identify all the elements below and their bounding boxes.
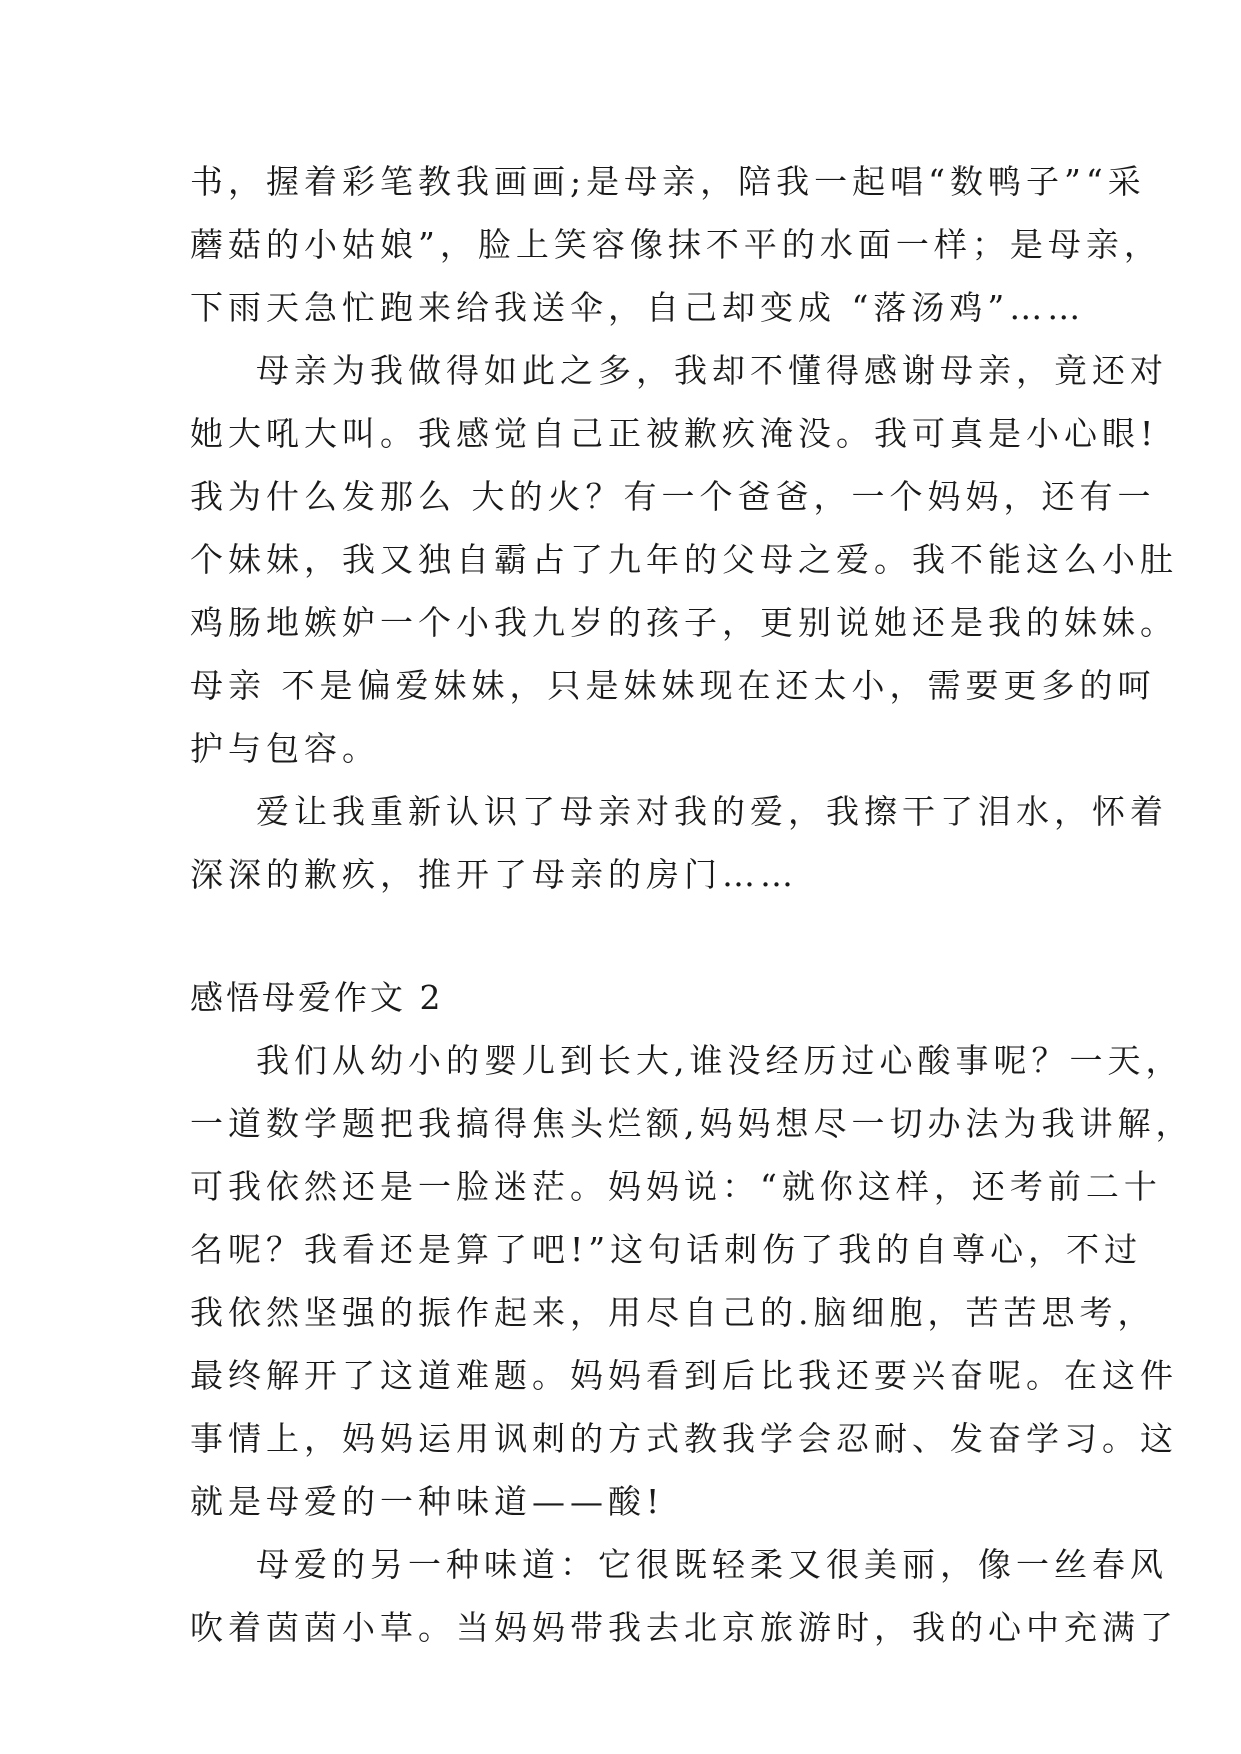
text-line: 她大吼大叫。我感觉自己正被歉疚淹没。我可真是小心眼! bbox=[190, 414, 1159, 453]
text-line: 我依然坚强的振作起来，用尽自己的.脑细胞，苦苦思考， bbox=[190, 1293, 1156, 1332]
text-line: 蘑菇的小姑娘”，脸上笑容像抹不平的水面一样；是母亲， bbox=[190, 225, 1162, 264]
paragraph bbox=[190, 1533, 1178, 1659]
text-line: 就是母爱的一种味道——酸! bbox=[190, 1482, 665, 1521]
text-line: 护与包容。 bbox=[190, 729, 380, 768]
text-line: 深深的歉疚，推开了母亲的房门…… bbox=[190, 855, 798, 894]
text-line: 爱让我重新认识了母亲对我的爱，我擦干了泪水，怀着 bbox=[256, 792, 1168, 831]
text-line: 事情上，妈妈运用讽刺的方式教我学会忍耐、发奋学习。这 bbox=[190, 1419, 1178, 1458]
text-line: 一道数学题把我搞得焦头烂额,妈妈想尽一切办法为我讲解， bbox=[190, 1104, 1194, 1143]
document-page bbox=[190, 150, 1194, 1659]
text-line: 母爱的另一种味道：它很既轻柔又很美丽，像一丝春风 bbox=[256, 1545, 1168, 1584]
text-line: 下雨天急忙跑来给我送伞，自己却变成 “落汤鸡”…… bbox=[190, 288, 1086, 327]
text-line: 吹着茵茵小草。当妈妈带我去北京旅游时，我的心中充满了 bbox=[190, 1608, 1178, 1647]
paragraph bbox=[190, 150, 1162, 339]
text-line: 母亲为我做得如此之多，我却不懂得感谢母亲，竟还对 bbox=[256, 351, 1168, 390]
text-line: 鸡肠地嫉妒一个小我九岁的孩子，更别说她还是我的妹妹。 bbox=[190, 603, 1178, 642]
paragraph bbox=[190, 780, 1168, 906]
text-line: 可我依然还是一脸迷茫。妈妈说：“就你这样，还考前二十 bbox=[190, 1167, 1162, 1206]
section-title: 感悟母爱作文 2 bbox=[190, 978, 444, 1017]
text-line: 书，握着彩笔教我画画;是母亲，陪我一起唱“数鸭子”“采 bbox=[190, 162, 1146, 201]
paragraph bbox=[190, 1029, 1194, 1533]
paragraph bbox=[190, 339, 1178, 780]
text-line: 名呢？我看还是算了吧!”这句话刺伤了我的自尊心，不过 bbox=[190, 1230, 1143, 1269]
section-spacer bbox=[190, 906, 1070, 966]
text-line: 我们从幼小的婴儿到长大,谁没经历过心酸事呢？一天， bbox=[256, 1041, 1184, 1080]
text-line: 我为什么发那么 大的火？有一个爸爸，一个妈妈，还有一 bbox=[190, 477, 1156, 516]
text-line: 最终解开了这道难题。妈妈看到后比我还要兴奋呢。在这件 bbox=[190, 1356, 1178, 1395]
text-line: 母亲 不是偏爱妹妹，只是妹妹现在还太小，需要更多的呵 bbox=[190, 666, 1156, 705]
text-line: 个妹妹，我又独自霸占了九年的父母之爱。我不能这么小肚 bbox=[190, 540, 1178, 579]
